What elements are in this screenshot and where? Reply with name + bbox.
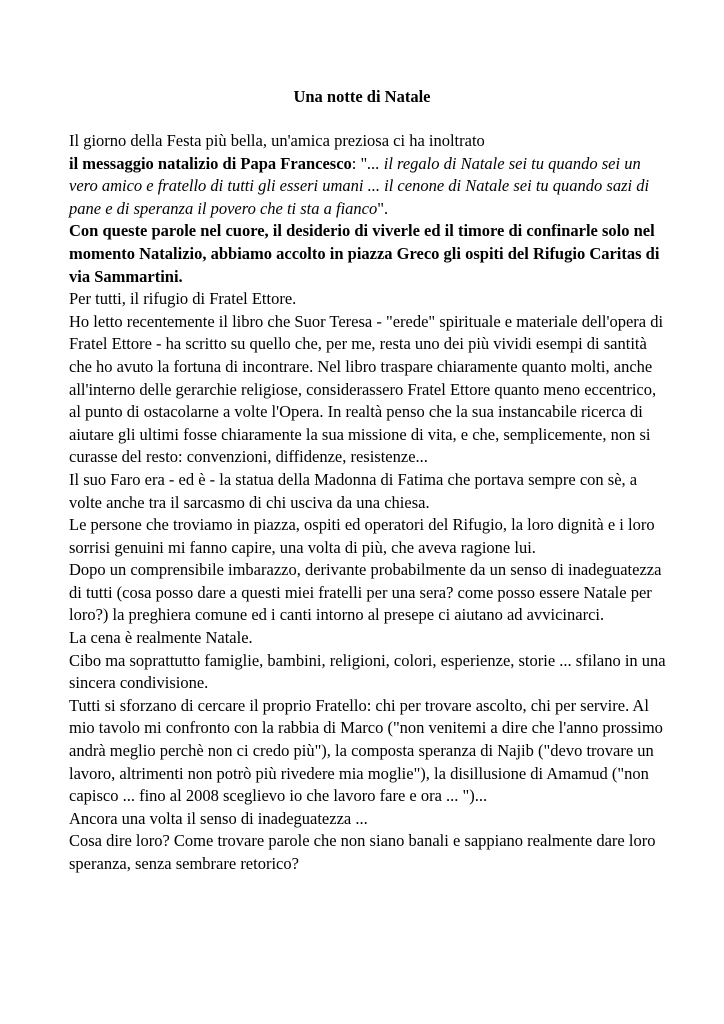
document-title: Una notte di Natale bbox=[293, 87, 431, 106]
pope-quote: ... il regalo di Natale sei tu quando sei un vero amico e fratello di tutti gli esseri umani ... il cenone di Natale sei tu quando sazi di pane e di speranza il povero che ti sta a fianco bbox=[69, 153, 650, 218]
document-body bbox=[69, 130, 669, 876]
paragraph-caritas-welcome: Con queste parole nel cuore, il desiderio di viverle ed il timore di confinarle solo nel momento Natalizio, abbiamo accolto in piazza Greco gli ospiti del Rifugio Caritas di via Sammartini. bbox=[69, 221, 660, 286]
paragraph-cibo: Cibo ma soprattutto famiglie, bambini, religioni, colori, esperienze, storie ... sfilano in una sincera condivisione. bbox=[69, 650, 666, 693]
quote-close: ". bbox=[377, 198, 389, 218]
paragraph-faro: Il suo Faro era - ed è - la statua della Madonna di Fatima che portava sempre con sè, a volte anche tra il sarcasmo di chi usciva da una chiesa. bbox=[69, 469, 638, 512]
paragraph-pope-message bbox=[69, 153, 669, 221]
paragraph-rifugio: Per tutti, il rifugio di Fratel Ettore. bbox=[69, 289, 297, 309]
paragraph-inadeguatezza: Ancora una volta il senso di inadeguatezza ... bbox=[69, 808, 368, 828]
paragraph-suor-teresa-book: Ho letto recentemente il libro che Suor Teresa - "erede" spirituale e materiale dell'opera di Fratel Ettore - ha scritto su quello che, per me, resta uno dei più vividi esempi di santità che ho avuto la fortuna di incontrare. Nel libro traspare chiaramente quanto molti, anche all'interno delle gerarchie religiose, considerassero Fratel Ettore quanto meno eccentrico, al punto di ostacolarne a volte l'Opera. In realtà penso che la sua instancabile ricerca di aiutare gli ultimi fosse chiaramente la sua missione di vita, e che, semplicemente, non si curasse del resto: convenzioni, diffidenze, resistenze... bbox=[69, 311, 664, 467]
paragraph-cena: La cena è realmente Natale. bbox=[69, 628, 253, 648]
paragraph-tavolo: Tutti si sforzano di cercare il proprio Fratello: chi per trovare ascolto, chi per servire. Al mio tavolo mi confronto con la rabbia di Marco ("non venitemi a dire che l'anno prossimo andrà meglio perchè non ci credo più"), la composta speranza di Najib ("devo trovare un lavoro, altrimenti non potrò più rivedere mia moglie"), la disillusione di Amamud ("non capisco ... fino al 2008 sceglievo io che lavoro fare e ora ... ")... bbox=[69, 695, 663, 806]
paragraph-imbarazzo: Dopo un comprensibile imbarazzo, derivante probabilmente da un senso di inadeguatezza di tutti (cosa posso dare a questi miei fratelli per una sera? come posso essere Natale per loro?) la preghiera comune ed i canti intorno al presepe ci aiutano ad avvicinarci. bbox=[69, 560, 662, 625]
paragraph-domande: Cosa dire loro? Come trovare parole che non siano banali e sappiano realmente dare loro speranza, senza sembrare retorico? bbox=[69, 831, 656, 873]
quote-open: : " bbox=[351, 153, 368, 173]
pope-message-label: il messaggio natalizio di Papa Francesco bbox=[69, 153, 352, 173]
paragraph-persone: Le persone che troviamo in piazza, ospiti ed operatori del Rifugio, la loro dignità e i loro sorrisi genuini mi fanno capire, una volta di più, che aveva ragione lui. bbox=[69, 515, 655, 557]
paragraph-intro: Il giorno della Festa più bella, un'amica preziosa ci ha inoltrato bbox=[69, 131, 485, 150]
